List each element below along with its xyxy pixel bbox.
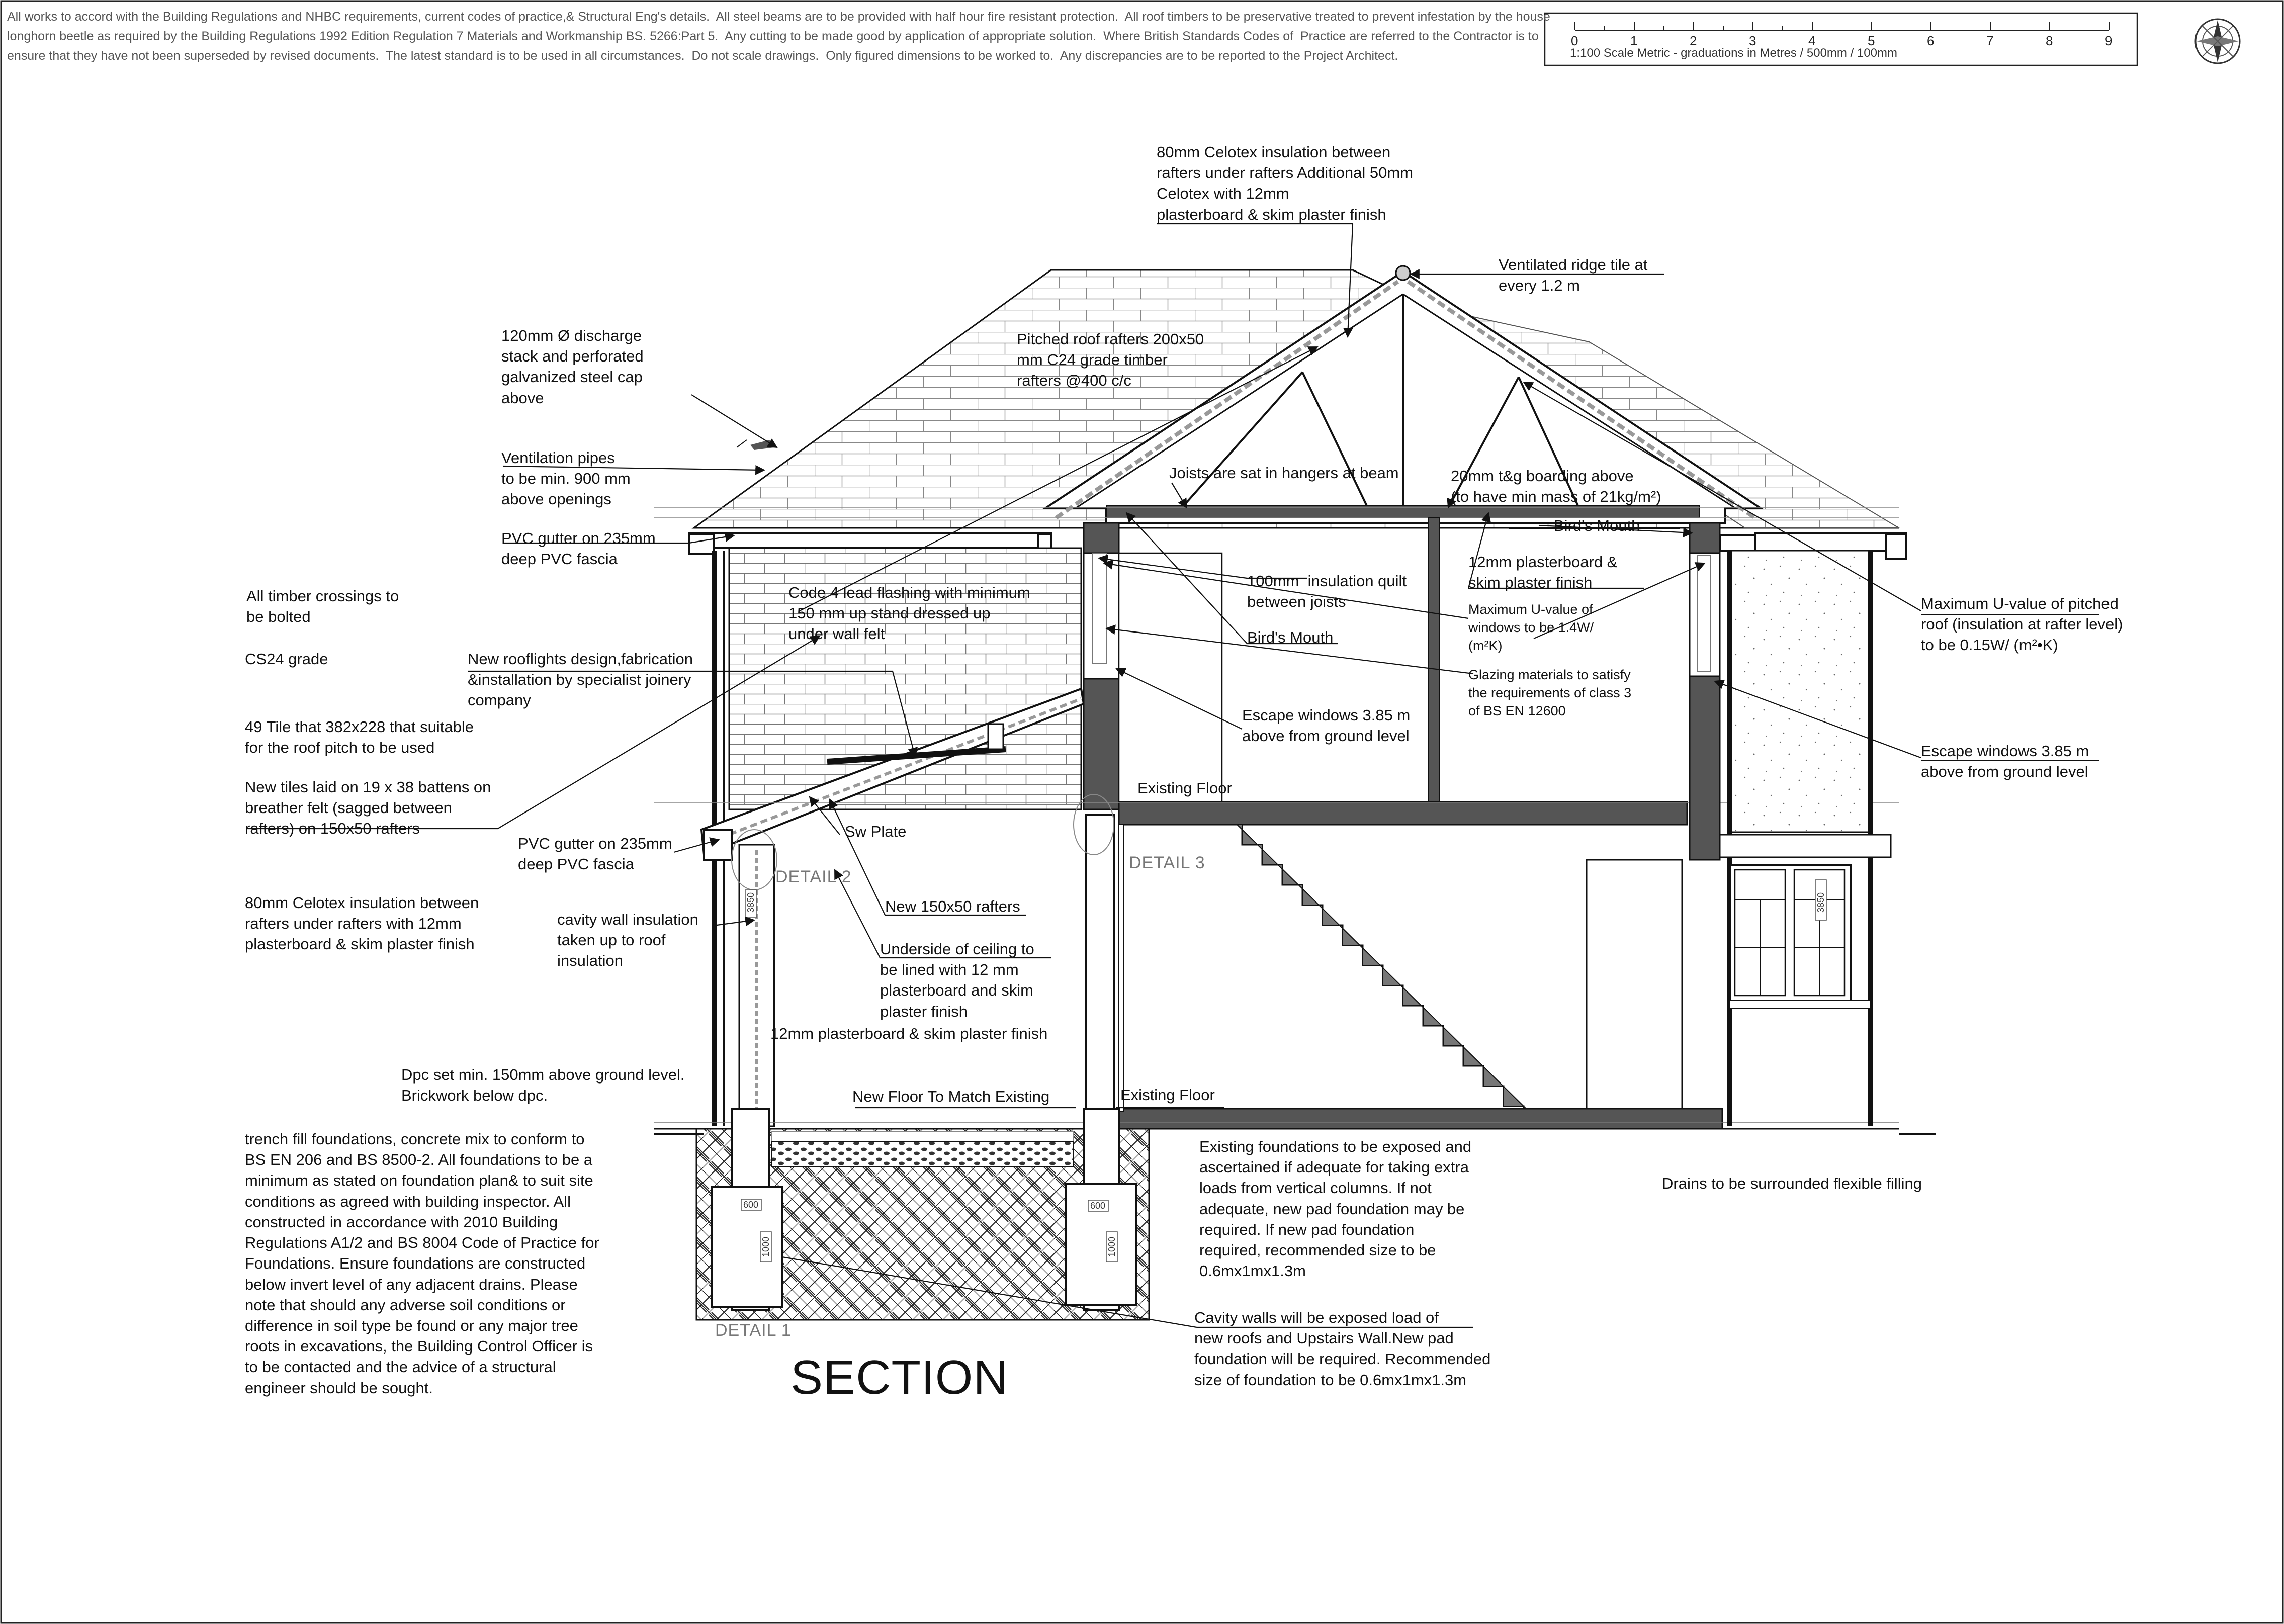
roof xyxy=(654,266,1899,528)
note-escape-mid: Escape windows 3.85 m above from ground level xyxy=(1242,706,1411,745)
scale-number-1: 1 xyxy=(1630,33,1638,48)
dim-label-b: 1000 xyxy=(761,1236,771,1257)
note-drains: Drains to be surrounded flexible filling xyxy=(1662,1175,1922,1192)
note-existing-foundations: Existing foundations to be exposed and ascertained if adequate for taking extra loads from vertical columns. If not adequate, new pad foundation may be required. If new pad foundation required, recommended size to be 0.6mx1mx1.3m xyxy=(1199,1138,1472,1280)
scale-number-7: 7 xyxy=(1986,33,1994,48)
drawing-title: SECTION xyxy=(790,1350,1009,1404)
dim-label-a: 600 xyxy=(743,1200,759,1210)
scale-number-3: 3 xyxy=(1749,33,1756,48)
note-vent-pipes: Ventilation pipes to be min. 900 mm above openings xyxy=(501,449,631,508)
note-insulation-quilt: 100mm insulation quilt between joists xyxy=(1247,572,1407,611)
dim-label-d: 1000 xyxy=(1107,1236,1117,1257)
note-escape-right: Escape windows 3.85 m above from ground level xyxy=(1921,742,2089,781)
dim-label-f: 3850 xyxy=(1816,892,1826,913)
note-ridge-tile: Ventilated ridge tile at every 1.2 m xyxy=(1499,256,1648,295)
scale-caption: 1:100 Scale Metric - graduations in Metres / 500mm / 100mm xyxy=(1570,46,1897,60)
scale-number-8: 8 xyxy=(2046,33,2053,48)
note-discharge-stack: 120mm Ø discharge stack and perforated galvanized steel cap above xyxy=(501,327,644,407)
note-u-value-roof: Maximum U-value of pitched roof (insulation at rafter level) to be 0.15W/ (m²•K) xyxy=(1921,595,2123,654)
note-celotex-low: 80mm Celotex insulation between rafters under rafters with 12mm plasterboard & skim plaster finish xyxy=(245,894,479,953)
scale-number-6: 6 xyxy=(1927,33,1935,48)
note-pvc-gutter-top: PVC gutter on 235mm deep PVC fascia xyxy=(501,529,656,568)
note-timber-crossings: All timber crossings to be bolted xyxy=(246,587,399,626)
detail-1-label: DETAIL 1 xyxy=(715,1321,792,1340)
note-rooflights: New rooflights design,fabrication &installation by specialist joinery company xyxy=(468,650,693,709)
note-pitched-rafters: Pitched roof rafters 200x50 mm C24 grade timber rafters @400 c/c xyxy=(1017,330,1204,390)
note-glazing: Glazing materials to satisfy the requirements of class 3 of BS EN 12600 xyxy=(1468,667,1632,718)
scale-number-5: 5 xyxy=(1868,33,1875,48)
scale-number-0: 0 xyxy=(1571,33,1578,48)
scale-number-4: 4 xyxy=(1808,33,1816,48)
note-cavity-insulation: cavity wall insulation taken up to roof insulation xyxy=(557,911,698,970)
general-notes: All works to accord with the Building Regulations and NHBC requirements, current codes of practice,& Structural Eng's details. All steel beams are to be provided with half hour fire resistant protection. All roof timbers to be preservative treated to prevent infestation by the house longhorn beetle as required by the Building Regulations 1992 Edition Regulation 7 Materials and Workmanship BS. 5266:Part 5. Any cutting to be made good by application of appropriate solution. Where British Standards Codes of Practice are referred to the Contractor is to ensure that they have not been superseded by revised documents. The latest standard is to be used in all circumstances. Do not scale drawings. Only figured dimensions to be worked to. Any discrepancies are to be reported to the Project Architect. xyxy=(7,10,1550,63)
note-birds-mouth-right: Bird's Mouth xyxy=(1554,517,1640,534)
note-foundations-trench: trench fill foundations, concrete mix to conform to BS EN 206 and BS 8500-2. All foundations to be a minimum as stated on foundation plan& to suit site conditions as agreed with building inspector. All constructed in accordance with 2010 Building Regulations A1/2 and BS 8004 Code of Practice for Foundations. Ensure foundations are constructed below invert level of any adjacent drains. Please note that should any adverse soil conditions or difference in soil type be found or any major tree roots in excavations, the Building Control Officer is to be contacted and the advice of a structural engineer should be sought. xyxy=(245,1130,599,1397)
note-plasterboard-low: 12mm plasterboard & skim plaster finish xyxy=(770,1025,1048,1042)
note-tg-boarding: 20mm t&g boarding above (to have min mass of 21kg/m²) xyxy=(1451,467,1661,506)
note-pvc-gutter-low: PVC gutter on 235mm deep PVC fascia xyxy=(518,835,672,873)
note-sw-plate: Sw Plate xyxy=(845,823,907,840)
note-cavity-walls: Cavity walls will be exposed load of new roofs and Upstairs Wall.New pad foundation will be required. Recommended size of foundation to be 0.6mx1mx1.3m xyxy=(1194,1309,1491,1389)
note-joists-hangers: Joists are sat in hangers at beam xyxy=(1169,464,1399,482)
right-wall xyxy=(1720,533,1906,1126)
note-tile-49: 49 Tile that 382x228 that suitable for the roof pitch to be used xyxy=(245,718,474,757)
note-new-tiles: New tiles laid on 19 x 38 battens on breather felt (sagged between rafters) on 150x50 rafters xyxy=(245,778,491,838)
scale-number-2: 2 xyxy=(1690,33,1697,48)
note-new-floor: New Floor To Match Existing xyxy=(852,1088,1050,1105)
note-existing-floor-lower: Existing Floor xyxy=(1120,1086,1215,1104)
dim-label-e: 3850 xyxy=(746,892,756,913)
note-cs24: CS24 grade xyxy=(245,650,328,668)
note-ceiling-lined: Underside of ceiling to be lined with 12 mm plasterboard and skim plaster finish xyxy=(880,940,1034,1020)
north-arrow-icon xyxy=(2195,19,2240,63)
note-u-value-windows: Maximum U-value of windows to be 1.4W/ (m²K) xyxy=(1468,602,1594,653)
note-existing-floor-upper: Existing Floor xyxy=(1137,779,1232,797)
detail-2-label: DETAIL 2 xyxy=(775,867,852,886)
note-new-rafters: New 150x50 rafters xyxy=(885,897,1020,915)
note-plasterboard-right: 12mm plasterboard & skim plaster finish xyxy=(1468,553,1618,592)
note-dpc: Dpc set min. 150mm above ground level. Brickwork below dpc. xyxy=(401,1066,685,1105)
note-birds-mouth-mid: Bird's Mouth xyxy=(1247,628,1334,646)
dim-label-c: 600 xyxy=(1090,1201,1106,1211)
detail-3-label: DETAIL 3 xyxy=(1129,853,1205,872)
note-roof-insulation: 80mm Celotex insulation between rafters under rafters Additional 50mm Celotex with 12mm plasterboard & skim plaster finish xyxy=(1157,143,1414,223)
scale-number-9: 9 xyxy=(2105,33,2113,48)
note-lead-flashing: Code 4 lead flashing with minimum 150 mm up stand dressed up under wall felt xyxy=(788,584,1030,643)
